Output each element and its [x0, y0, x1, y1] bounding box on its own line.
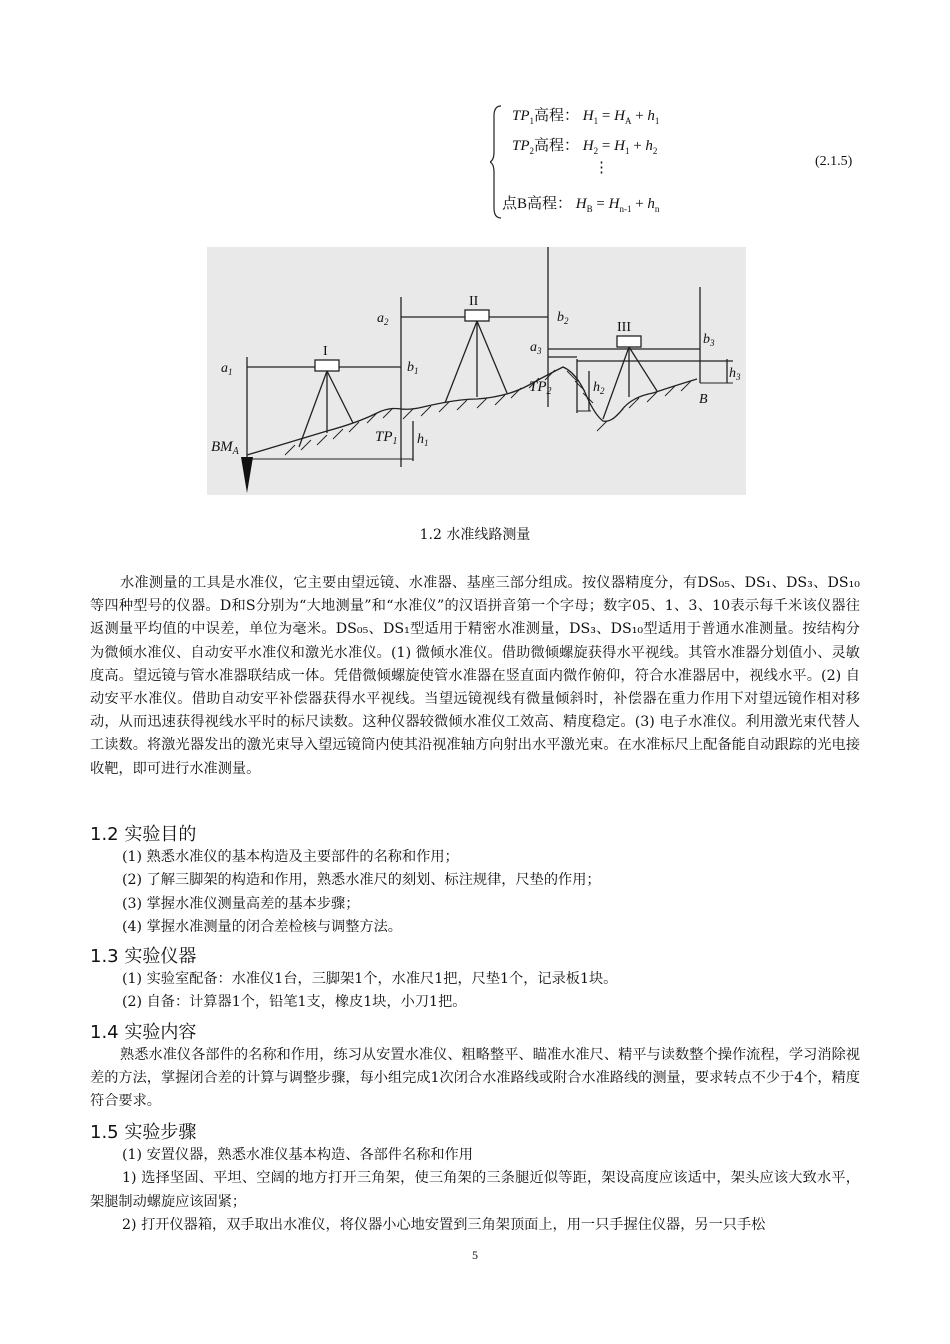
label-a2: $a_2$	[377, 311, 389, 327]
section-1-4-text: 熟悉水准仪各部件的名称和作用，练习从安置水准仪、粗略整平、瞄准水准尺、精平与读数整个操作流程，学习消除视差的方法，掌握闭合差的计算与调整步骤，每小组完成1次闭合水准路线或附合水准路线的测量，要求转点不少于4个，精度符合要求。	[90, 1047, 860, 1110]
list-item: (1) 实验室配备：水准仪1台，三脚架1个，水准尺1把，尺垫1个，记录板1块。	[122, 971, 618, 987]
section-1-3-list	[90, 968, 860, 1015]
label-b3: $b_3$	[703, 332, 715, 348]
label-b: B	[699, 392, 708, 407]
leveling-route-figure	[207, 247, 746, 495]
list-item: (4) 掌握水准测量的闭合差检核与调整方法。	[122, 919, 402, 936]
section-1-2-list	[90, 846, 860, 940]
label-tp1: $TP_1$	[375, 429, 398, 447]
list-item: (2) 了解三脚架的构造和作用，熟悉水准尺的刻划、标注规律，尺垫的作用；	[122, 872, 601, 889]
label-h2: $h_2$	[593, 380, 605, 396]
formula-row-2: $TP_2$高程： $H_2 = H_1 + h_2$	[512, 138, 658, 156]
label-tp2: $TP_2$	[529, 379, 552, 397]
list-item: (3) 掌握水准仪测量高差的基本步骤；	[122, 895, 360, 912]
label-station-2: II	[469, 294, 479, 309]
list-item: 2) 打开仪器箱，双手取出水准仪，将仪器小心地安置到三角架顶面上，用一只手握住仪器，另一只手松	[122, 1217, 766, 1234]
label-h1: $h_1$	[417, 432, 429, 448]
list-item: (2) 自备：计算器1个，铅笔1支，橡皮1块，小刀1把。	[122, 994, 467, 1011]
instrument-3	[617, 336, 641, 347]
section-title-1-4: 1.4 实验内容	[90, 1022, 197, 1043]
intro-paragraph: 水准测量的工具是水准仪，它主要由望远镜、水准器、基座三部分组成。按仪器精度分，有DS₀₅、DS₁、DS₃、DS₁₀等四种型号的仪器。D和S分别为“大地测量”和“水准仪”的汉语拼音第一个字母；数字05、1、3、10表示每千米该仪器往返测量平均值的中误差，单位为毫米。DS₀₅、DS₁型适用于精密水准测量，DS₃、DS₁₀型适用于普通水准测量。按结构分为微倾水准仪、自动安平水准仪和激光水准仪。(1) 微倾水准仪。借助微倾螺旋获得水平视线。其管水准器分划值小、灵敏度高。望远镜与管水准器联结成一体。凭借微倾螺旋使管水准器在竖直面内微作俯仰，符合水准器居中，视线水平。(2) 自动安平水准仪。借助自动安平补偿器获得水平视线。当望远镜视线有微量倾斜时，补偿器在重力作用下对望远镜作相对移动，从而迅速获得视线水平时的标尺读数。这种仪器较微倾水准仪工效高、精度稳定。(3) 电子水准仪。利用激光束代替人工读数。将激光器发出的激光束导入望远镜筒内使其沿视准轴方向射出水平激光束。在水准标尺上配备能自动跟踪的光电接收靶，即可进行水准测量。	[90, 575, 860, 777]
page-number: 5	[472, 1248, 478, 1262]
instrument-1	[315, 360, 339, 371]
label-station-1: I	[323, 344, 328, 359]
formula-vdots: ⋮	[594, 160, 609, 176]
formula-row-3: 点B高程： $H_B = H_{n-1} + h_n$	[502, 196, 660, 214]
formula-2-1-5	[490, 100, 870, 222]
label-a3: $a_3$	[530, 340, 542, 356]
section-title-1-3: 1.3 实验仪器	[90, 946, 197, 967]
formula-row-1: $TP_1$高程： $H_1 = H_A + h_1$	[512, 108, 660, 126]
label-h3: $h_3$	[729, 366, 741, 382]
instrument-2	[465, 310, 489, 321]
label-station-3: III	[617, 320, 631, 335]
figure-caption: 1.2 水准线路测量	[419, 527, 531, 543]
section-title-1-2: 1.2 实验目的	[90, 824, 197, 845]
list-item: (1) 熟悉水准仪的基本构造及主要部件的名称和作用；	[122, 849, 459, 865]
section-1-5-list	[90, 1144, 860, 1238]
label-a1: $a_1$	[221, 361, 233, 377]
leveling-diagram	[207, 247, 746, 495]
label-b1: $b_1$	[407, 360, 419, 376]
list-item: (1) 安置仪器，熟悉水准仪基本构造、各部件名称和作用	[122, 1147, 473, 1163]
equation-number: (2.1.5)	[815, 154, 853, 169]
label-bma: $BM_A$	[211, 439, 239, 457]
list-item: 1) 选择坚固、平坦、空阔的地方打开三角架，使三角架的三条腿近似等距，架设高度应该适中，架头应该大致水平，架腿制动螺旋应该固紧；	[90, 1170, 860, 1210]
label-b2: $b_2$	[557, 310, 569, 326]
section-title-1-5: 1.5 实验步骤	[90, 1122, 197, 1143]
